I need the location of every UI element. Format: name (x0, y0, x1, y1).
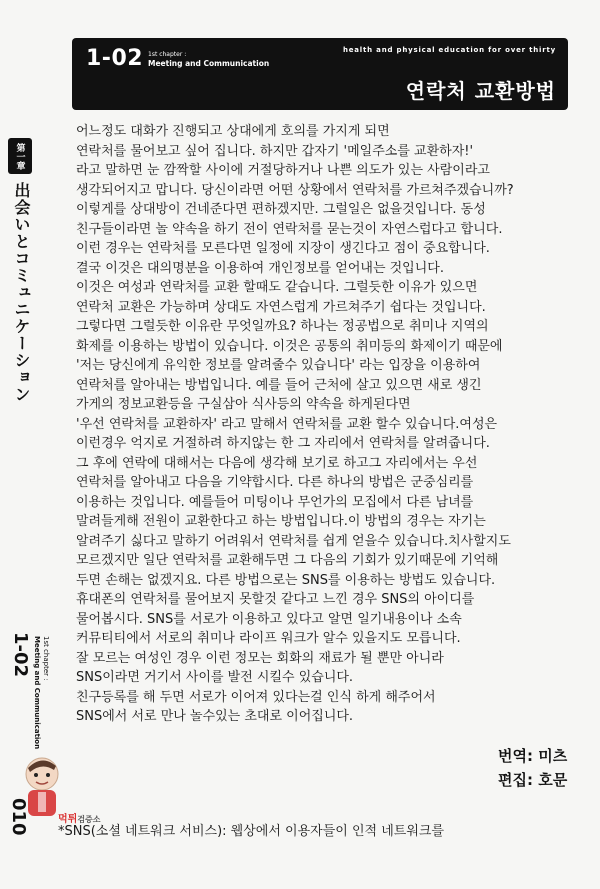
body-line: SNS에서 서로 만나 놀수있는 초대로 이어집니다. (76, 709, 354, 724)
chapter-tab-label: 第一章 (14, 142, 25, 170)
body-line: 그 후에 연락에 대해서는 다음에 생각해 보기로 하고그 자리에서는 우선 (76, 455, 478, 471)
bottom-chapter-label: 1st chapter : (42, 636, 50, 681)
body-line: 말려들게해 전원이 교환한다고 하는 방법입니다.이 방법의 경우는 자기는 (76, 514, 486, 529)
chapter-title: Meeting and Communication (148, 59, 270, 68)
body-line: 물어봅시다. SNS를 서로가 이용하고 있다고 알면 일기내용이나 소속 (76, 611, 462, 627)
body-line: 알려주기 싫다고 말하기 어려워서 연락처를 쉽게 얻을수 있습니다.치사할지도 (76, 533, 511, 549)
bottom-chapter-title: Meeting and Communication (33, 636, 41, 750)
body-line: '우선 연락처를 교환하자' 라고 말해서 연락처를 교환 할수 있습니다.여성은 (76, 416, 498, 432)
editing-credit: 편집: 호문 (498, 771, 568, 789)
chapter-header (72, 38, 568, 110)
series-title: health and physical education for over thirty (342, 46, 556, 54)
body-line: 이것은 여성과 연락처를 교환 할때도 같습니다. 그럴듯한 이유가 있으면 (76, 280, 478, 295)
body-line: 잘 모르는 여성인 경우 이런 정모는 회화의 재료가 될 뿐만 아니라 (76, 650, 444, 666)
body-line: SNS이라면 거기서 사이를 발전 시킬수 있습니다. (76, 670, 354, 685)
body-line: 이용하는 것입니다. 예를들어 미팅이나 무언가의 모집에서 다른 남녀를 (76, 494, 474, 510)
credits (498, 744, 567, 792)
body-line: 생각되어지고 맙니다. 당신이라면 어떤 상황에서 연락처를 가르쳐주겠습니까? (76, 182, 514, 198)
watermark-brand: 먹튀 (58, 814, 78, 825)
body-line: '저는 당신에게 유익한 정보를 알려줄수 있습니다' 라는 입장을 이용하여 (76, 358, 481, 373)
body-line: 연락처를 물어보고 싶어 집니다. 하지만 갑자기 '메일주소를 교환하자!' (76, 143, 474, 159)
page-number: 010 (8, 798, 29, 836)
body-line: 친구들이라면 놀 약속을 하기 전이 연락처를 묻는것이 자연스럽다고 합니다. (76, 221, 503, 237)
body-line: 결국 이것은 대의명분을 이용하여 개인정보를 얻어내는 것입니다. (76, 260, 444, 276)
chapter-label: 1st chapter : (148, 51, 187, 58)
body-line: 연락처를 알아내고 다음을 기약합시다. 다른 하나의 방법은 군중심리를 (76, 475, 474, 490)
chapter-info (148, 50, 269, 68)
body-line: 그렇다면 그럴듯한 이유란 무엇일까요? 하나는 정공법으로 취미나 지역의 (76, 319, 489, 334)
chapter-vertical-label: 出会いとコミュニケーション (12, 182, 31, 403)
body-line: 라고 말하면 눈 깜짝할 사이에 거절당하거나 나쁜 의도가 있는 사람이라고 (76, 163, 490, 178)
body-text (76, 122, 576, 727)
body-line: 가게의 정보교환등을 구실삼아 식사등의 약속을 하게된다면 (76, 397, 411, 412)
body-line: 이런 경우는 연락처를 모른다면 일정에 지장이 생긴다고 점이 중요합니다. (76, 241, 490, 256)
body-line: 커뮤티티에서 서로의 취미나 라이프 워크가 알수 있을지도 모릅니다. (76, 631, 461, 646)
chapter-tab (8, 138, 32, 174)
body-line: 이런경우 억지로 거절하려 하지않는 한 그 자리에서 연락처를 알려줍니다. (76, 436, 490, 451)
bottom-section-code: 1-02 (10, 632, 31, 678)
body-line: 연락처를 알아내는 방법입니다. 예를 들어 근처에 살고 있으면 새로 생긴 (76, 377, 482, 393)
section-code: 1-02 (86, 46, 144, 71)
bottom-chapter-info (32, 636, 50, 749)
body-line: 연락처 교환은 가능하며 상대도 자연스럽게 가르쳐주기 쉽다는 것입니다. (76, 299, 486, 315)
body-line: 친구등록를 해 두면 서로가 이어져 있다는걸 인식 하게 해주어서 (76, 689, 436, 705)
body-line: 화제를 이용하는 방법이 있습니다. 이것은 공통의 취미등의 화제이기 때문에 (76, 338, 503, 354)
body-line: 휴대폰의 연락처를 물어보지 못할것 같다고 느낀 경우 SNS의 아이디를 (76, 592, 475, 607)
body-line: 모르겠지만 일단 연락처를 교환해두면 그 다음의 기회가 있기때문에 기억해 (76, 553, 499, 568)
footnote: *SNS(소셜 네트워크 서비스): 웹상에서 이용자들이 인적 네트워크를 (58, 824, 444, 839)
body-line: 이렇게를 상대방이 건네준다면 편하겠지만. 그럴일은 없을것입니다. 동성 (76, 202, 486, 217)
watermark-suffix: 검증소 (77, 815, 101, 824)
translation-credit: 번역: 미츠 (498, 747, 568, 765)
page-title: 연락처 교환방법 (405, 79, 556, 103)
body-line: 두면 손해는 없겠지요. 다른 방법으로는 SNS를 이용하는 방법도 있습니다. (76, 572, 496, 588)
body-line: 어느정도 대화가 진행되고 상대에게 호의를 가지게 되면 (76, 124, 390, 139)
